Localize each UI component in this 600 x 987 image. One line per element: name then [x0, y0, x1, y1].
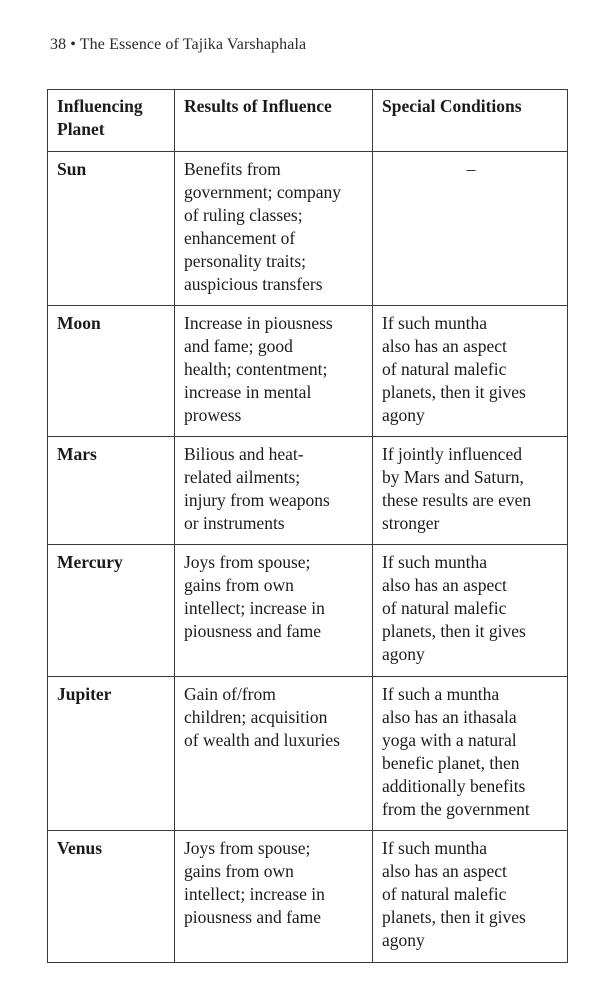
- results-cell: [175, 831, 373, 963]
- header-line: Special Conditions: [382, 96, 522, 116]
- header-line: Results of Influence: [184, 96, 332, 116]
- cell-line: auspicious transfers: [184, 274, 323, 294]
- cell-line: also has an aspect: [382, 861, 507, 881]
- cell-line: –: [466, 159, 476, 179]
- table-body: [48, 152, 568, 963]
- cell-line: from the government: [382, 799, 530, 819]
- table-row: [48, 677, 568, 831]
- running-head: 38 • The Essence of Tajika Varshaphala: [50, 36, 307, 53]
- table-row: [48, 437, 568, 545]
- cell-line: enhancement of: [184, 228, 296, 248]
- cell-line: injury from weapons: [184, 490, 330, 510]
- cell-line: If such muntha: [382, 838, 487, 858]
- cell-line: intellect; increase in: [184, 598, 325, 618]
- cell-line: yoga with a natural: [382, 730, 517, 750]
- table-row: [48, 152, 568, 306]
- cell-line: If such a muntha: [382, 684, 500, 704]
- cell-line: of natural malefic: [382, 884, 507, 904]
- header-line: Influencing: [57, 96, 143, 116]
- planet-influence-table: [47, 89, 568, 963]
- table-row: [48, 831, 568, 963]
- cell-line: and fame; good: [184, 336, 293, 356]
- cell-line: children; acquisition: [184, 707, 328, 727]
- cell-line: government; company: [184, 182, 341, 202]
- cell-line: Joys from spouse;: [184, 838, 311, 858]
- cell-line: of wealth and luxuries: [184, 730, 340, 750]
- cell-line: intellect; increase in: [184, 884, 325, 904]
- conditions-cell: [373, 306, 568, 437]
- results-cell: [175, 677, 373, 831]
- cell-line: personality traits;: [184, 251, 306, 271]
- header-results-of-influence: [175, 90, 373, 152]
- cell-line: planets, then it gives: [382, 621, 526, 641]
- cell-line: health; contentment;: [184, 359, 328, 379]
- header-row: [48, 90, 568, 152]
- cell-line: gains from own: [184, 575, 294, 595]
- planet-cell: Mercury: [48, 545, 175, 677]
- conditions-cell: [373, 152, 568, 306]
- planet-cell: Mars: [48, 437, 175, 545]
- table-row: [48, 306, 568, 437]
- cell-line: related ailments;: [184, 467, 301, 487]
- conditions-cell: [373, 545, 568, 677]
- cell-line: If such muntha: [382, 552, 487, 572]
- cell-line: additionally benefits: [382, 776, 526, 796]
- cell-line: agony: [382, 405, 425, 425]
- results-cell: [175, 437, 373, 545]
- cell-line: by Mars and Saturn,: [382, 467, 524, 487]
- cell-line: these results are even: [382, 490, 532, 510]
- cell-line: If such muntha: [382, 313, 487, 333]
- cell-line: If jointly influenced: [382, 444, 522, 464]
- results-cell: [175, 545, 373, 677]
- header-special-conditions: [373, 90, 568, 152]
- planet-cell: Sun: [48, 152, 175, 306]
- planet-cell: Jupiter: [48, 677, 175, 831]
- cell-line: planets, then it gives: [382, 382, 526, 402]
- cell-line: Bilious and heat-: [184, 444, 304, 464]
- conditions-cell: [373, 831, 568, 963]
- results-cell: [175, 306, 373, 437]
- cell-line: stronger: [382, 513, 440, 533]
- cell-line: benefic planet, then: [382, 753, 520, 773]
- cell-line: Benefits from: [184, 159, 281, 179]
- cell-line: gains from own: [184, 861, 294, 881]
- cell-line: or instruments: [184, 513, 285, 533]
- header-line: Planet: [57, 119, 105, 139]
- cell-line: Gain of/from: [184, 684, 276, 704]
- cell-line: Increase in piousness: [184, 313, 333, 333]
- conditions-cell: [373, 437, 568, 545]
- planet-cell: Moon: [48, 306, 175, 437]
- cell-line: also has an aspect: [382, 575, 507, 595]
- table-header: [48, 90, 568, 152]
- cell-line: Joys from spouse;: [184, 552, 311, 572]
- cell-line: also has an aspect: [382, 336, 507, 356]
- cell-line: also has an ithasala: [382, 707, 517, 727]
- cell-line: of natural malefic: [382, 359, 507, 379]
- cell-line: of natural malefic: [382, 598, 507, 618]
- cell-line: of ruling classes;: [184, 205, 303, 225]
- cell-line: piousness and fame: [184, 907, 322, 927]
- header-influencing-planet: [48, 90, 175, 152]
- conditions-cell: [373, 677, 568, 831]
- cell-line: prowess: [184, 405, 242, 425]
- cell-line: agony: [382, 644, 425, 664]
- results-cell: [175, 152, 373, 306]
- cell-line: planets, then it gives: [382, 907, 526, 927]
- planet-cell: Venus: [48, 831, 175, 963]
- cell-line: increase in mental: [184, 382, 312, 402]
- cell-line: agony: [382, 930, 425, 950]
- cell-line: piousness and fame: [184, 621, 322, 641]
- table-row: [48, 545, 568, 677]
